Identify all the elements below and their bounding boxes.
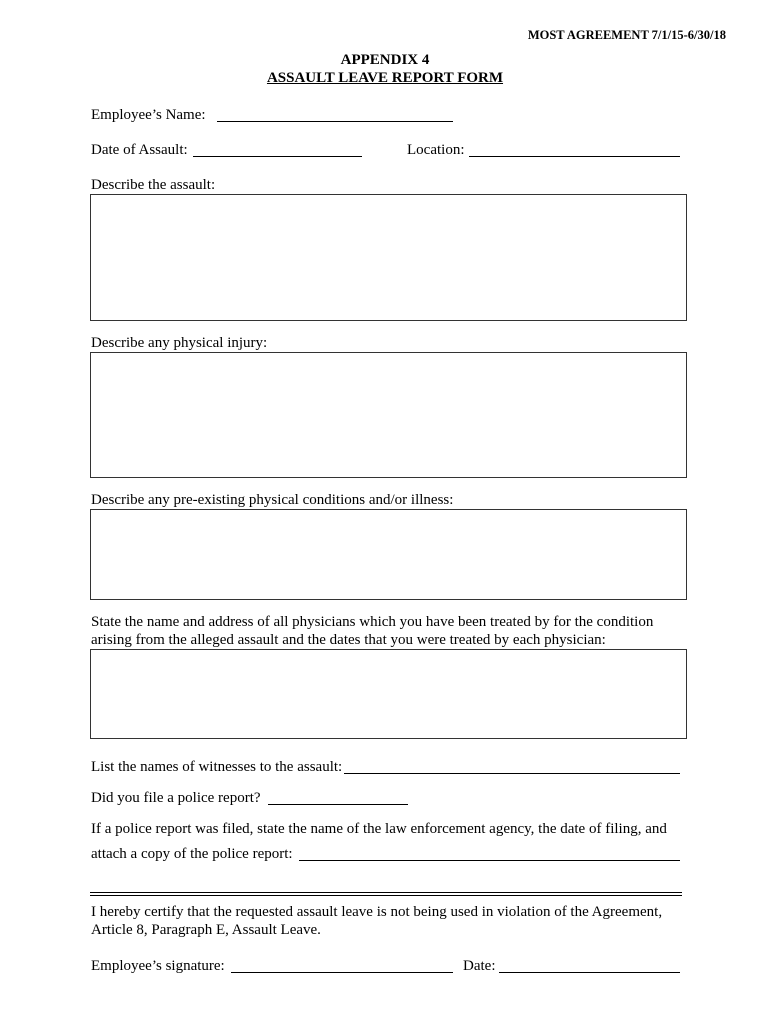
location-field[interactable] (469, 156, 680, 157)
police-report-label: Did you file a police report? (91, 790, 261, 806)
physicians-box[interactable] (90, 649, 687, 739)
signature-date-label: Date: (463, 958, 496, 974)
separator-rule-bottom (90, 895, 682, 896)
police-details-label-line1: If a police report was filed, state the name of the law enforcement agency, the date of filing, and (91, 821, 667, 837)
physicians-label-line1: State the name and address of all physicians which you have been treated by for the condition (91, 614, 654, 630)
appendix-heading: APPENDIX 4 (340, 52, 430, 68)
police-details-label-line2: attach a copy of the police report: (91, 846, 293, 862)
police-details-field[interactable] (299, 860, 680, 861)
agreement-reference: MOST AGREEMENT 7/1/15-6/30/18 (527, 28, 726, 42)
describe-assault-label: Describe the assault: (91, 177, 216, 193)
form-title: ASSAULT LEAVE REPORT FORM (266, 70, 504, 86)
certification-line1: I hereby certify that the requested assault leave is not being used in violation of the Agreement, (91, 904, 663, 920)
witnesses-field[interactable] (344, 773, 680, 774)
witnesses-label: List the names of witnesses to the assault: (91, 759, 343, 775)
describe-assault-box[interactable] (90, 194, 687, 321)
signature-field[interactable] (231, 972, 453, 973)
certification-line2: Article 8, Paragraph E, Assault Leave. (91, 922, 321, 938)
employee-name-label: Employee’s Name: (91, 107, 206, 123)
date-of-assault-field[interactable] (193, 156, 362, 157)
preexisting-conditions-box[interactable] (90, 509, 687, 600)
preexisting-conditions-label: Describe any pre-existing physical conditions and/or illness: (91, 492, 454, 508)
location-label: Location: (407, 142, 465, 158)
separator-rule-top (90, 892, 682, 893)
police-report-field[interactable] (268, 804, 408, 805)
date-of-assault-label: Date of Assault: (91, 142, 188, 158)
physical-injury-box[interactable] (90, 352, 687, 478)
physicians-label-line2: arising from the alleged assault and the dates that you were treated by each physician: (91, 632, 606, 648)
employee-name-field[interactable] (217, 121, 453, 122)
signature-date-field[interactable] (499, 972, 680, 973)
physical-injury-label: Describe any physical injury: (91, 335, 268, 351)
signature-label: Employee’s signature: (91, 958, 225, 974)
